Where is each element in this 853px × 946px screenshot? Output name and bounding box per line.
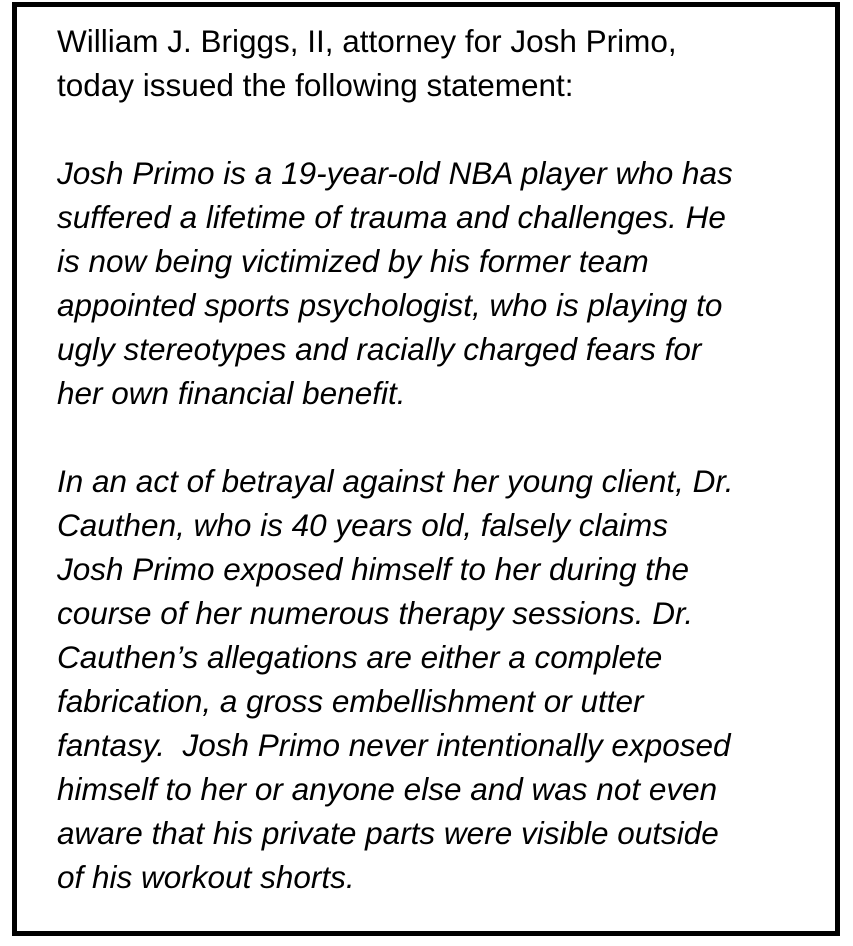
paragraph-gap (57, 415, 832, 459)
statement-line: Josh Primo exposed himself to her during the (57, 551, 690, 587)
statement-frame (12, 2, 840, 936)
statement-line: Cauthen’s allegations are either a complete (57, 639, 663, 675)
statement-line: is now being victimized by his former team (57, 243, 649, 279)
statement-line: Josh Primo is a 19-year-old NBA player who has (57, 155, 733, 191)
statement-line: her own financial benefit. (57, 375, 406, 411)
statement-paragraph-1 (57, 151, 832, 415)
statement-line: suffered a lifetime of trauma and challenges. He (57, 199, 726, 235)
statement-line: In an act of betrayal against her young client, Dr. (57, 463, 734, 499)
statement-line: fantasy. Josh Primo never intentionally exposed (57, 727, 731, 763)
statement-line: fabrication, a gross embellishment or utter (57, 683, 644, 719)
statement-line: himself to her or anyone else and was not even (57, 771, 718, 807)
statement-body (57, 19, 832, 899)
statement-paragraph-2 (57, 459, 832, 899)
intro-paragraph (57, 19, 832, 107)
statement-line: Cauthen, who is 40 years old, falsely claims (57, 507, 669, 543)
paragraph-gap (57, 107, 832, 151)
intro-line: today issued the following statement: (57, 67, 574, 103)
intro-line: William J. Briggs, II, attorney for Josh Primo, (57, 23, 677, 59)
statement-line: course of her numerous therapy sessions. Dr. (57, 595, 694, 631)
statement-line: appointed sports psychologist, who is playing to (57, 287, 723, 323)
statement-line: aware that his private parts were visible outside (57, 815, 719, 851)
statement-line: of his workout shorts. (57, 859, 355, 895)
statement-line: ugly stereotypes and racially charged fears for (57, 331, 702, 367)
